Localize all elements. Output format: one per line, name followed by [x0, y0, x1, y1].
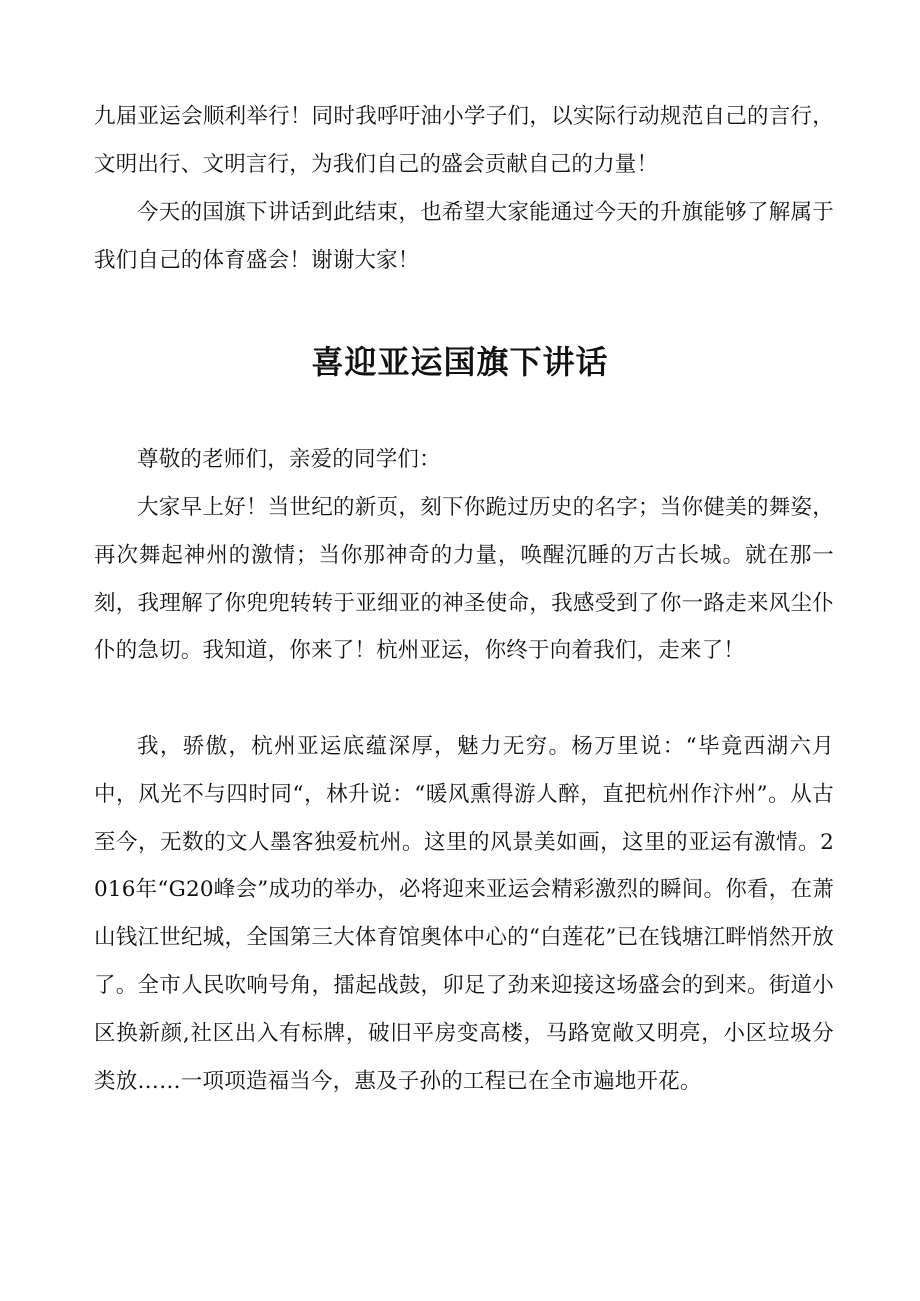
continuation-paragraph-1: 九届亚运会顺利举行！同时我呼吁油小学子们，以实际行动规范自己的言行，文明出行、文明言行，为我们自己的盛会贡献自己的力量！: [94, 104, 834, 177]
body-paragraph-1: 大家早上好！当世纪的新页，刻下你跪过历史的名字；当你健美的舞姿，再次舞起神州的激情；当你那神奇的力量，唤醒沉睡的万古长城。就在那一刻，我理解了你兜兜转转于亚细亚的神圣使命，我感受到了你一路走来风尘仆仆的急切。我知道，你来了！杭州亚运，你终于向着我们，走来了！: [94, 495, 834, 664]
continuation-paragraph-2: 今天的国旗下讲话到此结束，也希望大家能通过今天的升旗能够了解属于我们自己的体育盛会！谢谢大家！: [94, 200, 834, 273]
body-paragraph-2: 我，骄傲，杭州亚运底蕴深厚，魅力无穷。杨万里说：“毕竟西湖六月中，风光不与四时同“，林升说：“暖风熏得游人醉，直把杭州作汴州”。从古至今，无数的文人墨客独爱杭州。这里的风景美如画，这里的亚运有激情。2016年“G20峰会”成功的举办，必将迎来亚运会精彩激烈的瞬间。你看，在萧山钱江世纪城，全国第三大体育馆奥体中心的“白莲花”已在钱塘江畔悄然开放了。全市人民吹响号角，擂起战鼓，卯足了劲来迎接这场盛会的到来。街道小区换新颜,社区出入有标牌，破旧平房变高楼，马路宽敞又明亮，小区垃圾分类放……一项项造福当今，惠及子孙的工程已在全市遍地开花。: [94, 734, 834, 1094]
salutation: 尊敬的老师们，亲爱的同学们：: [137, 447, 441, 472]
speech-title: 喜迎亚运国旗下讲话: [311, 343, 609, 381]
